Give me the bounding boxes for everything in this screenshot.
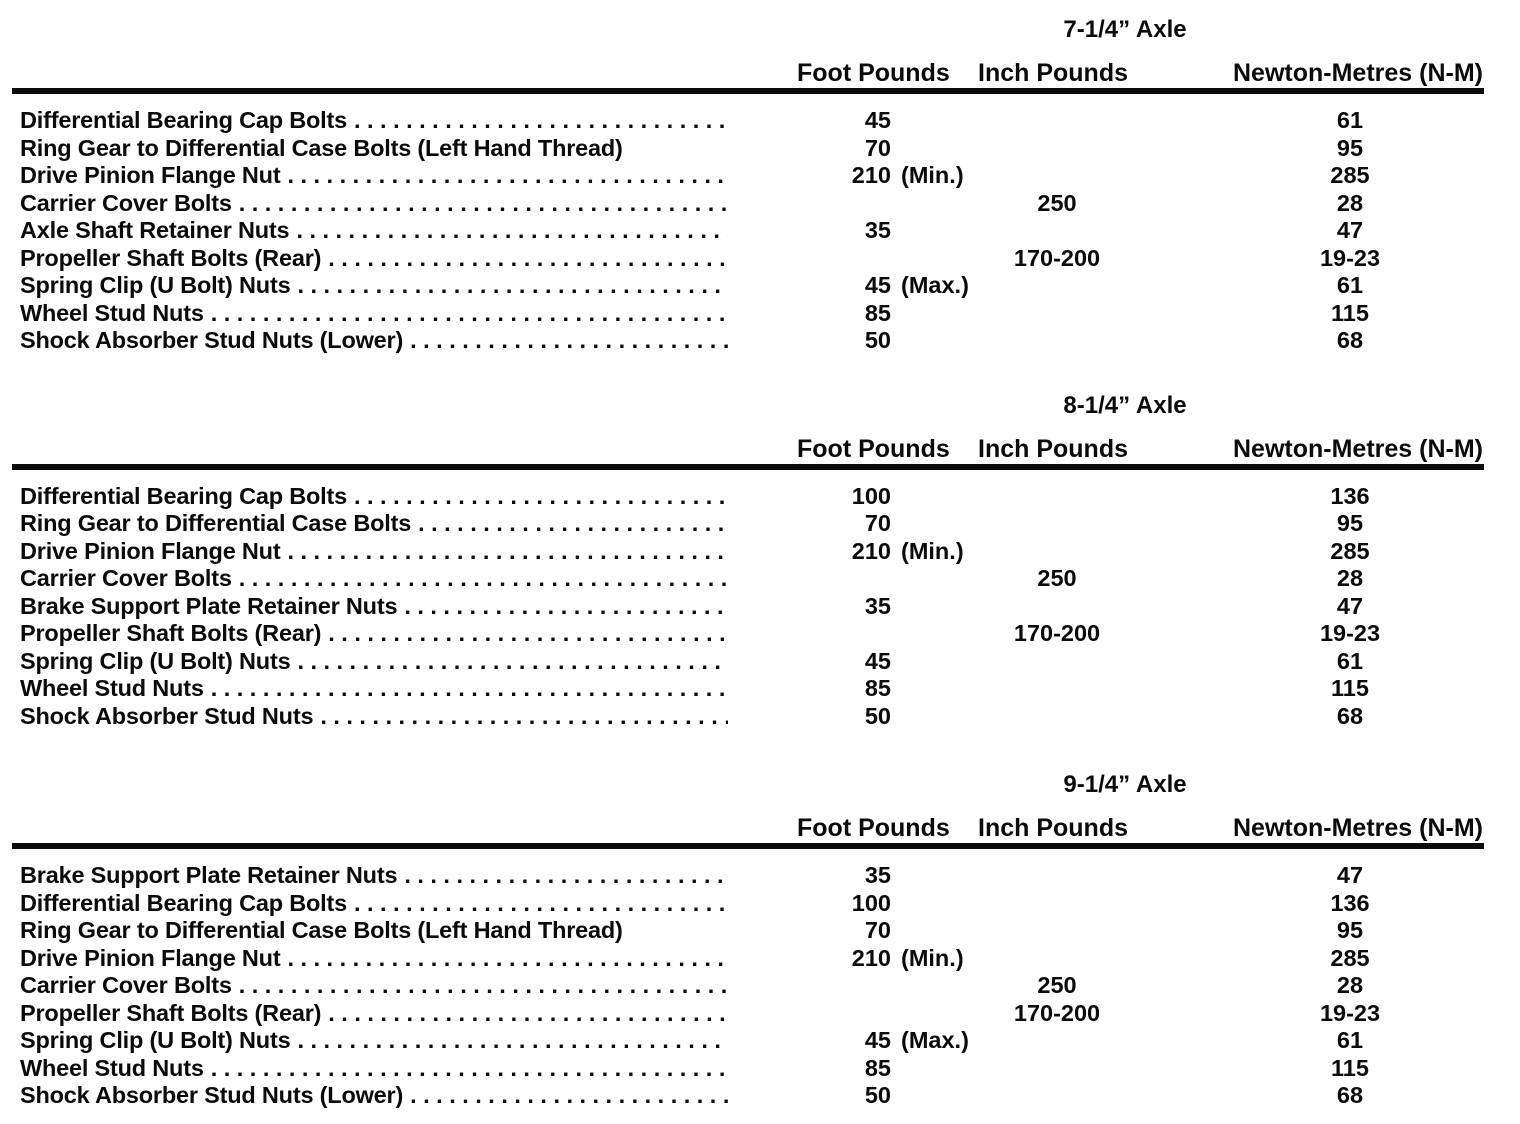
foot-pounds-value: 100 xyxy=(851,482,891,509)
column-header-inch-pounds: Inch Pounds xyxy=(978,814,1128,842)
spec-label-text: Shock Absorber Stud Nuts xyxy=(20,702,314,729)
inch-pounds-value: 170-200 xyxy=(1013,620,1101,646)
spec-label xyxy=(20,565,728,593)
table-rows xyxy=(0,483,1520,731)
foot-pounds-value: 210 xyxy=(851,944,891,971)
newton-metres-value: 285 xyxy=(1330,944,1370,971)
foot-pounds-note xyxy=(891,972,989,1000)
spec-row xyxy=(0,565,1520,593)
spec-label xyxy=(20,593,728,621)
spec-row xyxy=(0,190,1520,218)
spec-label-text: Carrier Cover Bolts xyxy=(20,972,232,998)
foot-pounds-value: 45 xyxy=(864,1027,891,1053)
header-rule xyxy=(12,843,1484,849)
spec-row xyxy=(0,890,1520,918)
foot-pounds-note: (Min.) xyxy=(901,537,964,564)
spec-label xyxy=(20,135,728,163)
newton-metres-value: 285 xyxy=(1330,162,1370,188)
inch-pounds-value xyxy=(989,648,1125,676)
newton-metres-value: 61 xyxy=(1336,272,1364,298)
dot-leader xyxy=(403,1082,728,1108)
spec-label xyxy=(20,620,728,648)
spec-label-text: Brake Support Plate Retainer Nuts xyxy=(20,862,398,888)
spec-label xyxy=(20,245,728,273)
foot-pounds-note: (Max.) xyxy=(901,272,969,298)
foot-pounds-value: 35 xyxy=(864,862,891,888)
newton-metres-value: 68 xyxy=(1336,1082,1364,1108)
spec-label-text: Spring Clip (U Bolt) Nuts xyxy=(20,1027,291,1053)
foot-pounds-note xyxy=(891,300,989,328)
spec-label xyxy=(20,107,728,135)
dot-leader xyxy=(290,1027,728,1053)
inch-pounds-value xyxy=(989,1055,1125,1083)
inch-pounds-value: 250 xyxy=(1037,565,1077,591)
spec-label-text: Propeller Shaft Bolts (Rear) xyxy=(20,999,322,1026)
inch-pounds-value xyxy=(989,483,1125,511)
spec-label xyxy=(20,272,728,300)
dot-leader xyxy=(411,510,728,536)
inch-pounds-value xyxy=(989,162,1125,190)
column-header-foot-pounds: Foot Pounds xyxy=(797,434,950,463)
spec-label-text: Wheel Stud Nuts xyxy=(20,675,204,701)
spec-label-text: Spring Clip (U Bolt) Nuts xyxy=(20,272,291,298)
spec-row xyxy=(0,917,1520,945)
inch-pounds-value xyxy=(989,890,1125,918)
dot-leader xyxy=(280,538,728,564)
spec-row xyxy=(0,648,1520,676)
foot-pounds-note xyxy=(891,890,989,918)
newton-metres-value: 19-23 xyxy=(1319,244,1381,271)
spec-row xyxy=(0,675,1520,703)
foot-pounds-note: (Max.) xyxy=(901,1027,969,1053)
inch-pounds-value xyxy=(989,917,1125,945)
foot-pounds-note xyxy=(891,510,989,538)
table-header-row xyxy=(0,435,1520,463)
spec-label-text: Wheel Stud Nuts xyxy=(20,1054,204,1081)
spec-label-text: Differential Bearing Cap Bolts xyxy=(20,889,347,916)
foot-pounds-note xyxy=(891,593,989,621)
spec-label-text: Drive Pinion Flange Nut xyxy=(20,537,281,564)
newton-metres-value: 47 xyxy=(1336,217,1364,243)
inch-pounds-value: 250 xyxy=(1037,972,1077,998)
newton-metres-value: 68 xyxy=(1336,702,1364,729)
dot-leader xyxy=(289,217,728,243)
foot-pounds-value: 70 xyxy=(864,917,891,943)
spec-row xyxy=(0,162,1520,190)
spec-label xyxy=(20,162,728,190)
inch-pounds-value xyxy=(989,593,1125,621)
newton-metres-value: 115 xyxy=(1331,675,1369,701)
newton-metres-value: 136 xyxy=(1330,482,1370,509)
spec-label xyxy=(20,217,728,245)
spec-label-text: Propeller Shaft Bolts (Rear) xyxy=(20,620,322,646)
foot-pounds-note xyxy=(891,107,989,135)
spec-label-text: Spring Clip (U Bolt) Nuts xyxy=(20,647,291,674)
axle-table xyxy=(0,771,1520,1110)
inch-pounds-value xyxy=(989,272,1125,300)
spec-label-text: Carrier Cover Bolts xyxy=(20,565,232,591)
inch-pounds-value xyxy=(989,135,1125,163)
header-rule xyxy=(12,464,1484,470)
foot-pounds-note xyxy=(891,648,989,676)
foot-pounds-value: 50 xyxy=(864,327,891,353)
dot-leader xyxy=(290,272,728,298)
foot-pounds-value: 100 xyxy=(851,889,891,916)
table-header-row xyxy=(0,814,1520,842)
spec-label xyxy=(20,972,728,1000)
spec-row xyxy=(0,703,1520,731)
foot-pounds-value: 85 xyxy=(864,1054,891,1081)
column-header-inch-pounds: Inch Pounds xyxy=(978,434,1128,463)
spec-label-text: Brake Support Plate Retainer Nuts xyxy=(20,592,398,619)
spec-row xyxy=(0,1082,1520,1110)
spec-label-text: Shock Absorber Stud Nuts (Lower) xyxy=(20,327,404,353)
dot-leader xyxy=(232,190,728,216)
foot-pounds-value: 50 xyxy=(864,1082,891,1108)
spec-row xyxy=(0,272,1520,300)
foot-pounds-value xyxy=(728,620,891,648)
foot-pounds-value: 210 xyxy=(851,162,891,188)
dot-leader xyxy=(232,972,728,998)
inch-pounds-value: 170-200 xyxy=(1013,244,1101,271)
newton-metres-value: 285 xyxy=(1330,537,1370,564)
dot-leader xyxy=(204,300,728,326)
spec-label-text: Axle Shaft Retainer Nuts xyxy=(20,217,290,243)
spec-label xyxy=(20,1000,728,1028)
newton-metres-value: 115 xyxy=(1331,299,1369,326)
newton-metres-value: 61 xyxy=(1336,647,1364,674)
foot-pounds-value: 50 xyxy=(864,702,891,729)
spec-label xyxy=(20,300,728,328)
spec-label xyxy=(20,703,728,731)
dot-leader xyxy=(280,945,728,971)
spec-row xyxy=(0,1027,1520,1055)
table-rows xyxy=(0,107,1520,355)
column-header-foot-pounds: Foot Pounds xyxy=(797,59,950,87)
newton-metres-value: 19-23 xyxy=(1319,999,1381,1026)
spec-label-text: Shock Absorber Stud Nuts (Lower) xyxy=(20,1082,404,1108)
spec-label-text: Carrier Cover Bolts xyxy=(20,189,232,216)
dot-leader xyxy=(313,703,728,729)
dot-leader xyxy=(321,620,728,646)
spec-row xyxy=(0,107,1520,135)
inch-pounds-value xyxy=(989,327,1125,355)
spec-row xyxy=(0,483,1520,511)
inch-pounds-value xyxy=(989,107,1125,135)
inch-pounds-value: 170-200 xyxy=(1013,999,1101,1026)
foot-pounds-value: 85 xyxy=(864,299,891,326)
spec-label xyxy=(20,190,728,218)
table-title: 9-1/4” Axle xyxy=(1063,771,1187,798)
spec-label-text: Wheel Stud Nuts xyxy=(20,299,204,326)
foot-pounds-value xyxy=(728,972,891,1000)
column-header-newton-metres: Newton-Metres (N-M) xyxy=(1233,59,1483,87)
newton-metres-value: 19-23 xyxy=(1319,620,1381,646)
foot-pounds-value: 35 xyxy=(864,217,891,243)
newton-metres-value: 68 xyxy=(1336,327,1364,353)
dot-leader xyxy=(347,483,728,509)
foot-pounds-value xyxy=(728,1000,891,1028)
spec-row xyxy=(0,538,1520,566)
foot-pounds-note xyxy=(891,620,989,648)
foot-pounds-value: 45 xyxy=(864,647,891,674)
foot-pounds-note xyxy=(891,675,989,703)
inch-pounds-value xyxy=(989,217,1125,245)
dot-leader xyxy=(397,593,728,619)
spec-label-text: Differential Bearing Cap Bolts xyxy=(20,107,347,133)
inch-pounds-value xyxy=(989,510,1125,538)
newton-metres-value: 61 xyxy=(1336,107,1364,133)
spec-label xyxy=(20,917,728,945)
spec-label-text: Ring Gear to Differential Case Bolts xyxy=(20,510,412,536)
inch-pounds-value xyxy=(989,862,1125,890)
foot-pounds-note: (Min.) xyxy=(901,162,964,188)
spec-row xyxy=(0,217,1520,245)
spec-label xyxy=(20,483,728,511)
spec-label-text: Propeller Shaft Bolts (Rear) xyxy=(20,244,322,271)
spec-label xyxy=(20,1082,728,1110)
spec-row xyxy=(0,862,1520,890)
spec-label-text: Ring Gear to Differential Case Bolts (Left Hand Thread) xyxy=(20,134,623,161)
spec-label xyxy=(20,862,728,890)
spec-row xyxy=(0,620,1520,648)
newton-metres-value: 28 xyxy=(1336,972,1364,998)
spec-label xyxy=(20,538,728,566)
newton-metres-value: 95 xyxy=(1336,134,1364,161)
dot-leader xyxy=(321,245,728,271)
spec-label xyxy=(20,675,728,703)
spec-row xyxy=(0,510,1520,538)
spec-row xyxy=(0,972,1520,1000)
axle-table xyxy=(0,392,1520,731)
foot-pounds-note xyxy=(891,135,989,163)
foot-pounds-note xyxy=(891,1000,989,1028)
inch-pounds-value xyxy=(989,300,1125,328)
inch-pounds-value xyxy=(989,1082,1125,1110)
dot-leader xyxy=(321,1000,728,1026)
foot-pounds-note xyxy=(891,190,989,218)
foot-pounds-note xyxy=(891,862,989,890)
spec-row xyxy=(0,1055,1520,1083)
foot-pounds-note xyxy=(891,917,989,945)
dot-leader xyxy=(232,565,728,591)
axle-table xyxy=(0,16,1520,355)
spec-row xyxy=(0,1000,1520,1028)
foot-pounds-value xyxy=(728,190,891,218)
newton-metres-value: 47 xyxy=(1336,592,1364,619)
dot-leader xyxy=(280,162,728,188)
inch-pounds-value xyxy=(989,1027,1125,1055)
dot-leader xyxy=(347,107,728,133)
spec-row xyxy=(0,245,1520,273)
foot-pounds-value xyxy=(728,565,891,593)
foot-pounds-note xyxy=(891,1055,989,1083)
foot-pounds-value: 70 xyxy=(864,134,891,161)
newton-metres-value: 115 xyxy=(1331,1054,1369,1081)
foot-pounds-note xyxy=(891,245,989,273)
foot-pounds-value: 70 xyxy=(864,510,891,536)
foot-pounds-value: 210 xyxy=(851,537,891,564)
foot-pounds-value: 45 xyxy=(864,272,891,298)
table-title: 8-1/4” Axle xyxy=(1063,391,1187,419)
dot-leader xyxy=(204,1055,728,1081)
foot-pounds-value: 45 xyxy=(864,107,891,133)
dot-leader xyxy=(347,890,728,916)
dot-leader xyxy=(204,675,728,701)
column-header-foot-pounds: Foot Pounds xyxy=(797,814,950,842)
inch-pounds-value xyxy=(989,675,1125,703)
newton-metres-value: 47 xyxy=(1336,862,1364,888)
spec-label xyxy=(20,945,728,973)
foot-pounds-note xyxy=(891,565,989,593)
column-header-newton-metres: Newton-Metres (N-M) xyxy=(1233,814,1483,842)
spec-row xyxy=(0,327,1520,355)
spec-label xyxy=(20,327,728,355)
inch-pounds-value xyxy=(989,703,1125,731)
dot-leader xyxy=(397,862,728,888)
header-rule xyxy=(12,88,1484,94)
inch-pounds-value xyxy=(989,538,1125,566)
spec-label xyxy=(20,890,728,918)
newton-metres-value: 95 xyxy=(1336,510,1364,536)
foot-pounds-note: (Min.) xyxy=(901,944,964,971)
spec-row xyxy=(0,593,1520,621)
foot-pounds-value: 35 xyxy=(864,592,891,619)
newton-metres-value: 28 xyxy=(1336,565,1364,591)
table-title: 7-1/4” Axle xyxy=(1063,16,1187,43)
table-header-row xyxy=(0,59,1520,87)
dot-leader xyxy=(290,648,728,674)
foot-pounds-note xyxy=(891,217,989,245)
newton-metres-value: 136 xyxy=(1330,889,1370,916)
spec-label xyxy=(20,510,728,538)
spec-label-text: Ring Gear to Differential Case Bolts (Left Hand Thread) xyxy=(20,917,623,943)
spec-label xyxy=(20,648,728,676)
foot-pounds-note xyxy=(891,483,989,511)
spec-label xyxy=(20,1055,728,1083)
spec-row xyxy=(0,135,1520,163)
table-rows xyxy=(0,862,1520,1110)
inch-pounds-value: 250 xyxy=(1037,189,1077,216)
newton-metres-value: 95 xyxy=(1336,917,1364,943)
spec-label-text: Drive Pinion Flange Nut xyxy=(20,944,281,971)
column-header-newton-metres: Newton-Metres (N-M) xyxy=(1233,434,1483,463)
spec-label-text: Differential Bearing Cap Bolts xyxy=(20,482,347,509)
foot-pounds-note xyxy=(891,1082,989,1110)
spec-row xyxy=(0,945,1520,973)
newton-metres-value: 61 xyxy=(1336,1027,1364,1053)
newton-metres-value: 28 xyxy=(1336,189,1364,216)
inch-pounds-value xyxy=(989,945,1125,973)
column-header-inch-pounds: Inch Pounds xyxy=(978,59,1128,87)
foot-pounds-value: 85 xyxy=(864,675,891,701)
spec-label xyxy=(20,1027,728,1055)
spec-label-text: Drive Pinion Flange Nut xyxy=(20,162,281,188)
foot-pounds-note xyxy=(891,703,989,731)
dot-leader xyxy=(403,327,728,353)
spec-row xyxy=(0,300,1520,328)
foot-pounds-note xyxy=(891,327,989,355)
foot-pounds-value xyxy=(728,245,891,273)
